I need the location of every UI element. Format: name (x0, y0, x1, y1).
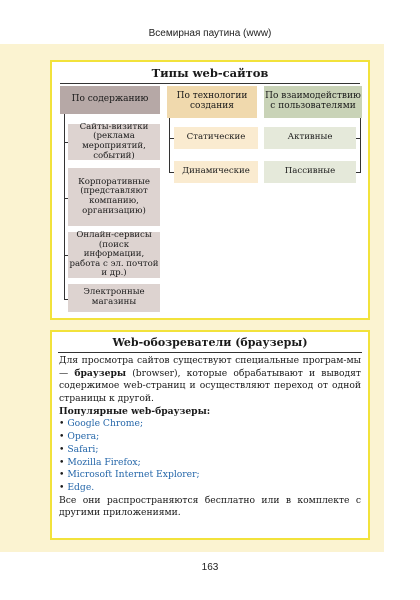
intro-text-start: Для просмотра сайтов существуют специальные програм-мы — (59, 355, 361, 379)
page-header: Всемирная паутина (www) (148, 28, 272, 39)
browsers-panel (50, 330, 370, 540)
website-types-panel (50, 60, 370, 320)
title-divider (60, 83, 360, 84)
tech-item-dynamic: Динамические (174, 161, 258, 183)
intro-bold-term: браузеры (74, 367, 127, 379)
bullet-icon: • (59, 481, 68, 493)
browser-link[interactable]: Edge. (67, 481, 95, 493)
content-item-business-card: Сайты-визитки (реклама мероприятий, событий) (68, 124, 160, 160)
content-item-corporate: Корпоративные (представляют компанию, организацию) (68, 168, 160, 226)
tech-item-static: Статические (174, 127, 258, 149)
content-item-online-services: Онлайн-сервисы (поиск информации, работа с эл. почтой и др.) (69, 229, 159, 279)
connector-line (169, 118, 170, 173)
list-item[interactable] (59, 444, 361, 457)
list-item[interactable] (59, 469, 361, 482)
connector-line (356, 172, 361, 173)
list-item[interactable] (59, 431, 361, 444)
bullet-icon: • (59, 431, 68, 443)
footer-paragraph: Все они распространяются бесплатно или в комплекте с другими приложениями. (59, 494, 361, 519)
header-by-content: По содержанию (60, 86, 160, 114)
popular-browsers-heading: Популярные web-браузеры: (59, 405, 211, 417)
bullet-icon: • (59, 443, 68, 455)
bullet-icon: • (59, 418, 68, 430)
page-number: 163 (201, 562, 219, 573)
content-item-e-shops: Электронные магазины (68, 284, 160, 312)
browser-link[interactable]: Opera; (67, 431, 100, 443)
bullet-icon: • (59, 456, 68, 468)
browsers-title: Web-обозреватели (браузеры) (112, 336, 308, 349)
connector-line (360, 118, 361, 173)
bullet-icon: • (59, 469, 68, 481)
list-item[interactable] (59, 418, 361, 431)
intro-paragraph (59, 355, 361, 406)
browser-list (59, 418, 361, 494)
connector-line (356, 138, 361, 139)
interaction-item-passive: Пассивные (264, 161, 356, 183)
interaction-item-active: Активные (264, 127, 356, 149)
browser-link[interactable]: Mozilla Firefox; (67, 456, 141, 468)
diagram-title: Типы web-сайтов (151, 66, 269, 80)
header-by-interaction: По взаимодействию с пользователями (264, 86, 362, 118)
intro-text-end: (browser), которые обрабатывают и выводят содержимое web-страниц и осуществляют переход от одной страницы к другой. (59, 367, 362, 405)
list-item[interactable] (59, 457, 361, 470)
browser-link[interactable]: Safari; (67, 443, 99, 455)
list-item[interactable] (59, 482, 361, 495)
browser-link[interactable]: Microsoft Internet Explorer; (67, 469, 200, 481)
browsers-body (52, 353, 368, 520)
header-by-technology: По технологии создания (167, 86, 257, 118)
browser-link[interactable]: Google Chrome; (67, 418, 144, 430)
